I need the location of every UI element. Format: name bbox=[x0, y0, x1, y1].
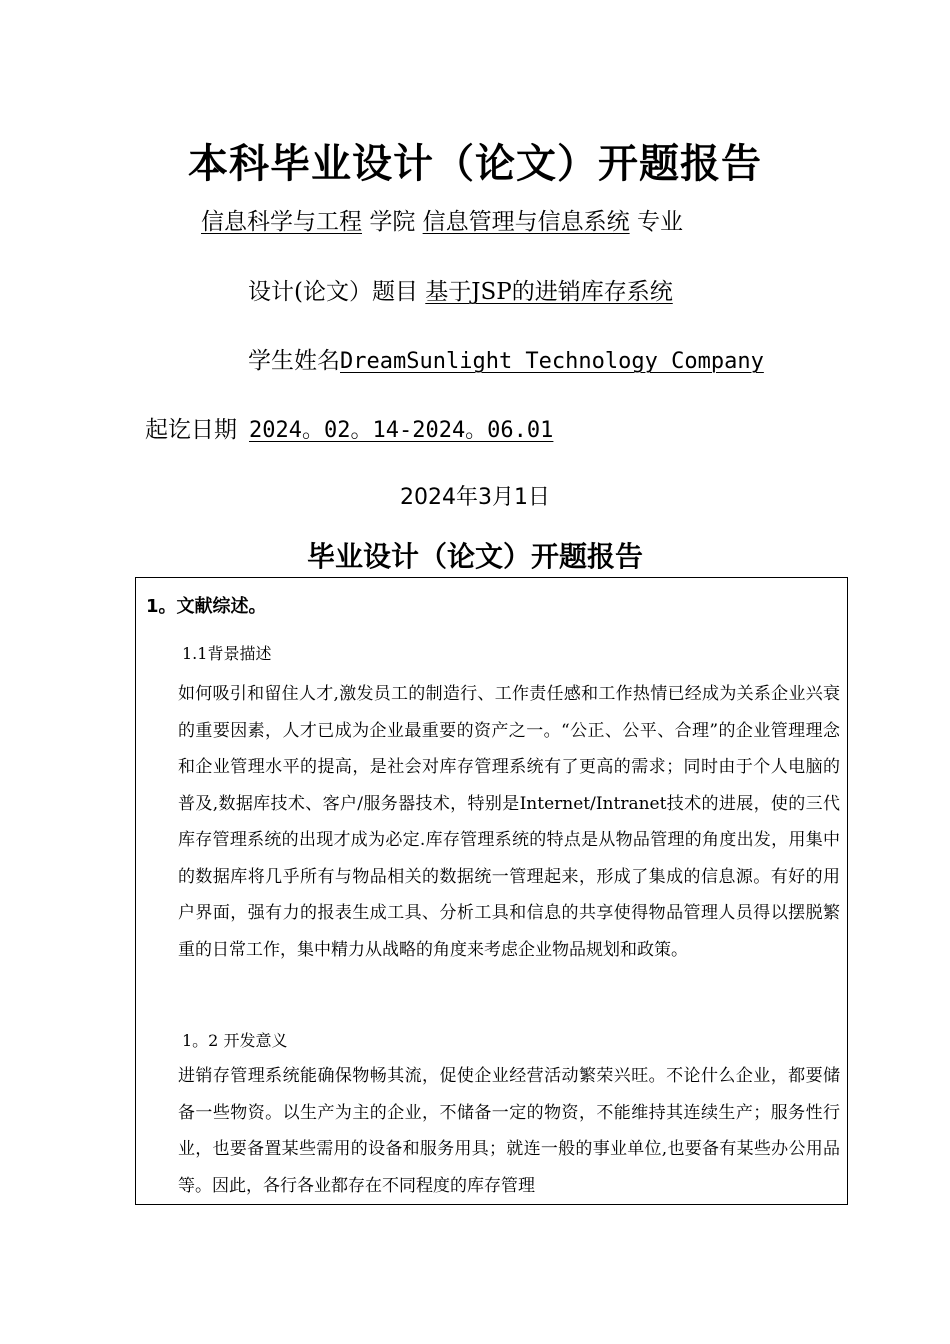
period-label: 起讫日期 bbox=[145, 417, 237, 443]
period-value: 2024。02。14-2024。06.01 bbox=[249, 418, 554, 443]
major-label: 专业 bbox=[636, 209, 683, 235]
report-date: 2024年3月1日 bbox=[400, 485, 550, 510]
paragraph-background: 如何吸引和留住人才,激发员工的制造行、工作责任感和工作热情已经成为关系企业兴衰的重要因素，人才已成为企业最重要的资产之一。“公正、公平、合理”的企业管理理念和企业管理水平的提高，是社会对库存管理系统有了更高的需求；同时由于个人电脑的普及,数据库技术、客户/服务器技术，特别是Internet/Intranet技术的进展，使的三代库存管理系统的出现才成为必定.库存管理系统的特点是从物品管理的角度出发，用集中的数据库将几乎所有与物品相关的数据统一管理起来，形成了集成的信息源。有好的用户界面，强有力的报表生成工具、分析工具和信息的共享使得物品管理人员得以摆脱繁重的日常工作，集中精力从战略的角度来考虑企业物品规划和政策。 bbox=[178, 684, 840, 960]
period-line bbox=[145, 411, 559, 444]
subsection-heading-significance: 1。2 开发意义 bbox=[182, 1031, 288, 1050]
content-box bbox=[135, 577, 848, 1205]
subsection-heading-background: 1.1背景描述 bbox=[182, 644, 272, 663]
major-value: 信息管理与信息系统 bbox=[422, 209, 630, 235]
student-value: DreamSunlight Technology Company bbox=[340, 349, 764, 374]
topic-value: 基于JSP的进销库存系统 bbox=[425, 279, 673, 305]
college-label: 学院 bbox=[369, 209, 416, 235]
section-heading: 1。文献综述。 bbox=[146, 596, 267, 617]
topic-label: 设计(论文）题目 bbox=[248, 279, 418, 305]
page-title: 本科毕业设计（论文）开题报告 bbox=[188, 141, 762, 187]
student-label: 学生姓名 bbox=[248, 348, 340, 374]
college-value: 信息科学与工程 bbox=[201, 209, 362, 235]
paragraph-significance: 进销存管理系统能确保物畅其流，促使企业经营活动繁荣兴旺。不论什么企业，都要储备一些物资。以生产为主的企业，不储备一定的物资，不能维持其连续生产；服务性行业，也要备置某些需用的设备和服务用具；就连一般的事业单位,也要备有某些办公用品等。因此，各行各业都存在不同程度的库存管理 bbox=[178, 1066, 840, 1196]
student-line bbox=[248, 342, 764, 375]
report-title: 毕业设计（论文）开题报告 bbox=[306, 540, 643, 573]
topic-line bbox=[248, 273, 673, 306]
college-major-line bbox=[201, 203, 683, 236]
